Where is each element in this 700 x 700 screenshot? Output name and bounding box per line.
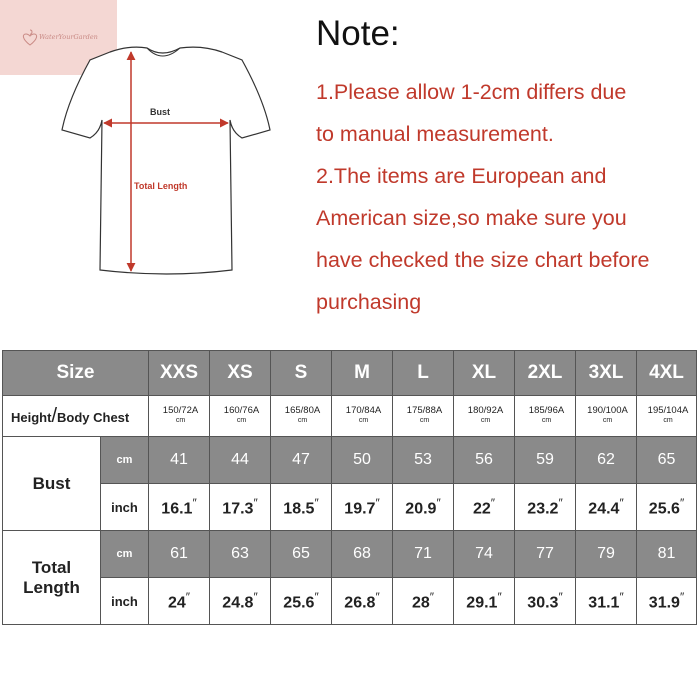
bust-cm-cell: 59 — [515, 437, 576, 484]
size-col-header: XS — [210, 351, 271, 396]
length-cm-cell: 65 — [271, 531, 332, 578]
length-inch-cell: 26.8″ — [332, 578, 393, 625]
note-line: have checked the size chart before — [316, 248, 650, 272]
size-col-header: 2XL — [515, 351, 576, 396]
bust-inch-cell: 17.3″ — [210, 484, 271, 531]
bust-inch-cell: 22″ — [454, 484, 515, 531]
bust-cm-cell: 62 — [576, 437, 637, 484]
note-text — [316, 71, 649, 323]
bust-cm-cell: 47 — [271, 437, 332, 484]
height-cell: 180/92A cm — [454, 396, 515, 437]
size-col-header: S — [271, 351, 332, 396]
bust-inch-cell: 16.1″ — [149, 484, 210, 531]
bust-inch-cell: 19.7″ — [332, 484, 393, 531]
size-col-header: 3XL — [576, 351, 637, 396]
unit-inch-label: inch — [101, 578, 149, 625]
size-col-header: 4XL — [637, 351, 697, 396]
body-chest-label: Body Chest — [57, 409, 130, 425]
length-inch-row — [3, 578, 697, 625]
length-cm-cell: 61 — [149, 531, 210, 578]
length-cm-cell: 77 — [515, 531, 576, 578]
length-cm-row — [3, 531, 697, 578]
size-col-header: XL — [454, 351, 515, 396]
length-inch-cell: 24″ — [149, 578, 210, 625]
size-col-header: XXS — [149, 351, 210, 396]
heart-hanger-icon — [19, 27, 41, 49]
height-body-chest-label: Height/Body Chest — [3, 396, 149, 437]
note-line: purchasing — [316, 290, 422, 314]
size-col-header: M — [332, 351, 393, 396]
size-header: Size — [3, 351, 149, 396]
bust-label: Bust — [150, 107, 170, 117]
bust-inch-cell: 18.5″ — [271, 484, 332, 531]
height-cell: 165/80A cm — [271, 396, 332, 437]
bust-cm-cell: 50 — [332, 437, 393, 484]
height-cell: 185/96A cm — [515, 396, 576, 437]
length-inch-cell: 28″ — [393, 578, 454, 625]
bust-cm-cell: 65 — [637, 437, 697, 484]
length-inch-cell: 24.8″ — [210, 578, 271, 625]
unit-cm-label: cm — [101, 531, 149, 578]
total-length-label: Total Length — [134, 181, 188, 191]
unit-inch-label: inch — [101, 484, 149, 531]
bust-group-label: Bust — [3, 437, 101, 531]
bust-inch-cell: 24.4″ — [576, 484, 637, 531]
height-cell: 190/100A cm — [576, 396, 637, 437]
height-label: Height — [11, 409, 52, 425]
brand-logo-text: WaterYourGarden — [39, 33, 98, 41]
length-cm-cell: 71 — [393, 531, 454, 578]
length-inch-cell: 25.6″ — [271, 578, 332, 625]
size-header-row — [3, 351, 697, 396]
total-length-group-label: Total Length — [3, 531, 101, 625]
note-line: to manual measurement. — [316, 122, 554, 146]
bust-cm-row — [3, 437, 697, 484]
length-cm-cell: 74 — [454, 531, 515, 578]
note-line: 2.The items are European and — [316, 164, 607, 188]
bust-inch-cell: 25.6″ — [637, 484, 697, 531]
length-cm-cell: 63 — [210, 531, 271, 578]
height-cell: 160/76A cm — [210, 396, 271, 437]
length-inch-cell: 31.9″ — [637, 578, 697, 625]
bust-cm-cell: 41 — [149, 437, 210, 484]
bust-cm-cell: 53 — [393, 437, 454, 484]
bust-inch-cell: 23.2″ — [515, 484, 576, 531]
length-cm-cell: 68 — [332, 531, 393, 578]
note-title: Note: — [316, 14, 400, 53]
bust-inch-cell: 20.9″ — [393, 484, 454, 531]
length-inch-cell: 30.3″ — [515, 578, 576, 625]
length-inch-cell: 31.1″ — [576, 578, 637, 625]
size-col-header: L — [393, 351, 454, 396]
unit-cm-label: cm — [101, 437, 149, 484]
bust-cm-cell: 56 — [454, 437, 515, 484]
height-cell: 150/72A cm — [149, 396, 210, 437]
note-line: 1.Please allow 1-2cm differs due — [316, 80, 627, 104]
bust-inch-row — [3, 484, 697, 531]
height-cell: 170/84A cm — [332, 396, 393, 437]
height-cell: 195/104A cm — [637, 396, 697, 437]
height-row — [3, 396, 697, 437]
note-line: American size,so make sure you — [316, 206, 627, 230]
tshirt-outline — [62, 47, 270, 274]
length-cm-cell: 79 — [576, 531, 637, 578]
length-inch-cell: 29.1″ — [454, 578, 515, 625]
length-cm-cell: 81 — [637, 531, 697, 578]
height-cell: 175/88A cm — [393, 396, 454, 437]
size-chart-table — [2, 350, 697, 625]
tshirt-diagram — [52, 40, 282, 285]
bust-cm-cell: 44 — [210, 437, 271, 484]
